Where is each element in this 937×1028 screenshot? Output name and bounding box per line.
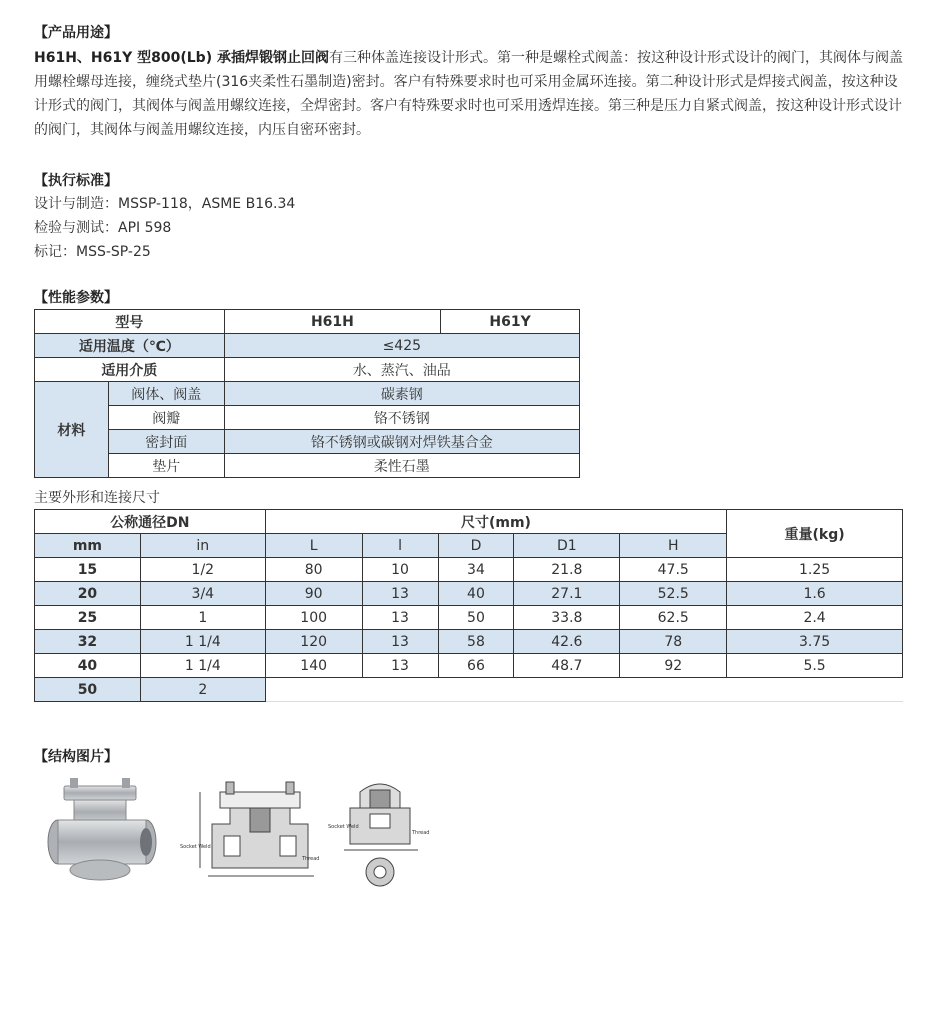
dim-header-weight: 重量(kg) — [727, 510, 903, 558]
table-cell-H: 62.5 — [620, 606, 727, 630]
dim-header-D1: D1 — [514, 534, 620, 558]
table-cell-L: 120 — [265, 630, 362, 654]
table-cell-mm: 20 — [35, 582, 141, 606]
perf-header-h61h: H61H — [224, 310, 441, 334]
drawing-label-socket-weld: Socket Weld — [180, 844, 211, 850]
table-cell-D1: 42.6 — [514, 630, 620, 654]
perf-material-part: 密封面 — [108, 430, 224, 454]
table-cell-H — [620, 678, 727, 702]
table-cell-w — [727, 678, 903, 702]
dim-header-l: l — [362, 534, 438, 558]
table-cell-in: 1 1/4 — [140, 654, 265, 678]
table-cell-L: 80 — [265, 558, 362, 582]
welded-bonnet-drawing — [328, 784, 429, 886]
table-cell-D1: 21.8 — [514, 558, 620, 582]
table-cell-in: 1 — [140, 606, 265, 630]
table-cell-mm: 32 — [35, 630, 141, 654]
table-cell-D: 40 — [438, 582, 514, 606]
table-row — [35, 582, 903, 606]
table-cell-mm: 50 — [35, 678, 141, 702]
table-cell-D1: 48.7 — [514, 654, 620, 678]
dim-caption: 主要外形和连接尺寸 — [34, 490, 160, 506]
table-cell-l: 13 — [362, 582, 438, 606]
table-cell-L: 90 — [265, 582, 362, 606]
drawing-label-thread-2: Thread — [412, 830, 430, 836]
standard-line-design: 设计与制造：MSSP-118，ASME B16.34 — [34, 196, 296, 212]
bolted-bonnet-drawing — [180, 782, 319, 876]
dim-header-in: in — [140, 534, 265, 558]
table-cell-in: 1/2 — [140, 558, 265, 582]
table-cell-D1 — [514, 678, 620, 702]
perf-temp-value: ≤425 — [224, 334, 579, 358]
perf-medium-value: 水、蒸汽、油品 — [224, 358, 579, 382]
standard-line-mark: 标记：MSS-SP-25 — [34, 244, 151, 260]
table-cell-D: 58 — [438, 630, 514, 654]
drawing-label-thread: Thread — [302, 856, 320, 862]
table-cell-D: 50 — [438, 606, 514, 630]
table-cell-in: 3/4 — [140, 582, 265, 606]
table-cell-D1: 33.8 — [514, 606, 620, 630]
usage-paragraph — [34, 46, 904, 142]
perf-temp-label: 适用温度（℃） — [35, 334, 225, 358]
perf-material-part: 阀瓣 — [108, 406, 224, 430]
table-row — [35, 606, 903, 630]
standard-line-test: 检验与测试：API 598 — [34, 220, 172, 236]
struct-title: 【结构图片】 — [34, 749, 118, 765]
dim-header-mm: mm — [35, 534, 141, 558]
table-cell-l: 13 — [362, 630, 438, 654]
standard-title: 【执行标准】 — [34, 173, 118, 189]
table-cell-in: 1 1/4 — [140, 630, 265, 654]
table-cell-H: 47.5 — [620, 558, 727, 582]
perf-header-h61y: H61Y — [441, 310, 580, 334]
table-cell-l: 10 — [362, 558, 438, 582]
table-cell-w: 3.75 — [727, 630, 903, 654]
table-cell-mm: 25 — [35, 606, 141, 630]
table-cell-l: 13 — [362, 654, 438, 678]
usage-product-name: H61H、H61Y 型800(Lb) 承插焊锻钢止回阀 — [34, 50, 329, 66]
table-cell-L: 140 — [265, 654, 362, 678]
table-row — [35, 558, 903, 582]
usage-title: 【产品用途】 — [34, 25, 118, 41]
table-cell-mm: 15 — [35, 558, 141, 582]
dimension-table — [34, 509, 903, 702]
dim-header-size: 尺寸(mm) — [265, 510, 726, 534]
dim-header-L: L — [265, 534, 362, 558]
perf-material-part: 垫片 — [108, 454, 224, 478]
usage-text: 有三种体盖连接设计形式。第一种是螺栓式阀盖：按这种设计形式设计的阀门，其阀体与阀盖用螺栓螺母连接，缠绕式垫片(316夹柔性石墨制造)密封。客户有特殊要求时也可采用金属环连接。第二种设计形式是焊接式阀盖，按这种设计形式的阀门，其阀体与阀盖用螺纹连接，全焊密封。客户有特殊要求时也可采用透焊连接。第三种是压力自紧式阀盖，按这种设计形式设计的阀门，其阀体与阀盖用螺纹连接，内压自密环密封。 — [34, 50, 903, 138]
table-cell-D — [438, 678, 514, 702]
perf-header-model: 型号 — [35, 310, 225, 334]
table-cell-l — [362, 678, 438, 702]
table-row — [35, 630, 903, 654]
table-cell-D: 34 — [438, 558, 514, 582]
table-cell-L — [265, 678, 362, 702]
perf-material-value: 铬不锈钢 — [224, 406, 579, 430]
table-cell-mm: 40 — [35, 654, 141, 678]
table-cell-l: 13 — [362, 606, 438, 630]
perf-material-value: 铬不锈钢或碳钢对焊铁基合金 — [224, 430, 579, 454]
drawing-label-socket-weld-2: Socket Weld — [328, 824, 359, 830]
table-cell-H: 52.5 — [620, 582, 727, 606]
performance-table — [34, 309, 580, 478]
table-cell-w: 2.4 — [727, 606, 903, 630]
table-cell-w: 5.5 — [727, 654, 903, 678]
dim-header-dn: 公称通径DN — [35, 510, 266, 534]
structure-images — [34, 772, 454, 892]
table-cell-w: 1.25 — [727, 558, 903, 582]
table-cell-H: 78 — [620, 630, 727, 654]
dim-header-H: H — [620, 534, 727, 558]
table-cell-in: 2 — [140, 678, 265, 702]
structure-svg — [34, 772, 454, 892]
table-row — [35, 678, 903, 702]
perf-title: 【性能参数】 — [34, 290, 118, 306]
table-cell-D: 66 — [438, 654, 514, 678]
valve-photo — [48, 778, 156, 880]
perf-material-part: 阀体、阀盖 — [108, 382, 224, 406]
table-cell-H: 92 — [620, 654, 727, 678]
perf-medium-label: 适用介质 — [35, 358, 225, 382]
table-cell-w: 1.6 — [727, 582, 903, 606]
table-cell-D1: 27.1 — [514, 582, 620, 606]
perf-material-value: 碳素钢 — [224, 382, 579, 406]
table-cell-L: 100 — [265, 606, 362, 630]
perf-material-label: 材料 — [35, 382, 109, 478]
dim-header-D: D — [438, 534, 514, 558]
table-row — [35, 654, 903, 678]
perf-material-value: 柔性石墨 — [224, 454, 579, 478]
